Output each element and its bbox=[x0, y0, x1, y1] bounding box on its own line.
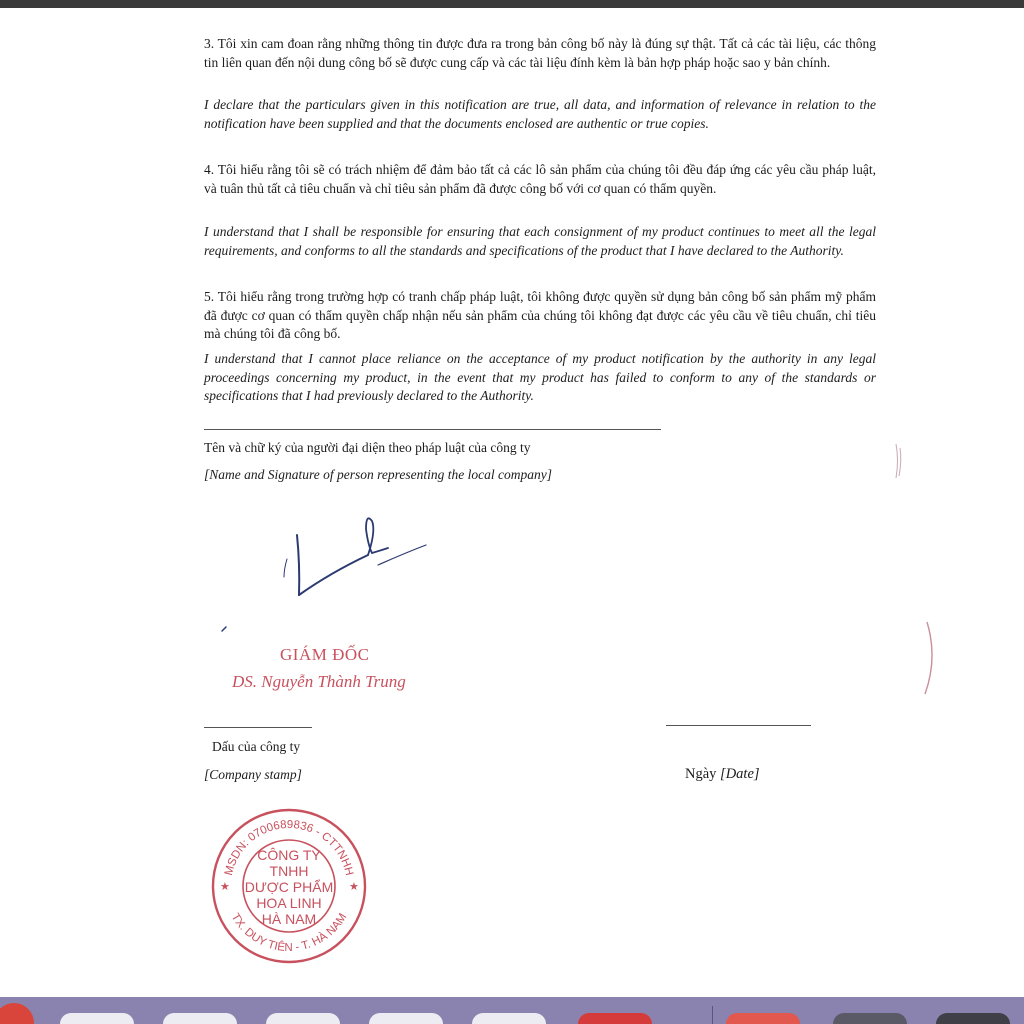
dock-app-icon[interactable] bbox=[833, 1013, 907, 1024]
viewer-right-margin bbox=[955, 8, 1024, 998]
stamp-line bbox=[204, 727, 312, 728]
viewer-left-margin bbox=[0, 8, 20, 998]
date-label bbox=[685, 766, 760, 783]
scan-artifacts bbox=[20, 8, 955, 998]
company-seal bbox=[206, 803, 372, 969]
dock-app-icon[interactable] bbox=[472, 1013, 546, 1024]
dock-app-icon[interactable] bbox=[936, 1013, 1010, 1024]
paragraph-4-english: I understand that I shall be responsible for ensuring that each consignment of my product continues to meet all the legal requirements, and conforms to all the standards and specifications of the product that I have declared to the Authority. bbox=[204, 224, 876, 258]
seal-star-right: ★ bbox=[349, 881, 359, 893]
seal-line-4: HOA LINH bbox=[256, 895, 322, 911]
dock-app-icon[interactable] bbox=[726, 1013, 800, 1024]
handwritten-signature bbox=[200, 503, 460, 638]
dock-app-icon[interactable] bbox=[578, 1013, 652, 1024]
paragraph-5-vietnamese: 5. Tôi hiểu rằng trong trường hợp có tranh chấp pháp luật, tôi không được quyền sử dụng bản công bố sản phẩm mỹ phẩm đã được cơ quan có thẩm quyền chấp nhận nếu sản phẩm của chúng tôi không đạt được các yêu cầu về tiêu chuẩn, chỉ tiêu mà chúng tôi đã công bố. bbox=[204, 289, 876, 341]
taskbar-dock bbox=[0, 997, 1024, 1024]
seal-outer-bottom-text: TX. DUY TIÊN - T. HÀ NAM bbox=[228, 911, 350, 955]
signer-name: DS. Nguyễn Thành Trung bbox=[232, 672, 406, 691]
date-label-vi: Ngày bbox=[685, 766, 717, 782]
paragraph-3-english: I declare that the particulars given in this notification are true, all data, and information of relevance in relation to the notification have been supplied and that the documents enclosed are authentic or true copies. bbox=[204, 97, 876, 131]
seal-line-5: HÀ NAM bbox=[261, 911, 317, 927]
signature-label-en: [Name and Signature of person representing the local company] bbox=[204, 467, 552, 482]
date-label-en: [Date] bbox=[720, 766, 760, 782]
seal-outer-top-text: MSDN: 0700689836 - CTTNHH bbox=[222, 818, 356, 877]
notification-badge-icon[interactable] bbox=[0, 1003, 34, 1024]
document-page bbox=[20, 8, 955, 998]
signature-label-vi: Tên và chữ ký của người đại diện theo pháp luật của công ty bbox=[204, 440, 531, 455]
scan-edge-marks bbox=[955, 8, 1024, 998]
signer-title: GIÁM ĐỐC bbox=[280, 645, 370, 664]
dock-app-icon[interactable] bbox=[369, 1013, 443, 1024]
dock-app-icon[interactable] bbox=[60, 1013, 134, 1024]
paragraph-4-vietnamese: 4. Tôi hiểu rằng tôi sẽ có trách nhiệm để đảm bảo tất cả các lô sản phẩm của chúng tôi đều đáp ứng các yêu cầu pháp luật, và tuân thủ tất cả tiêu chuẩn và chỉ tiêu sản phẩm đã được công bố với cơ quan có thẩm quyền. bbox=[204, 162, 876, 196]
seal-star-left: ★ bbox=[220, 881, 230, 893]
seal-line-1: CÔNG TY bbox=[257, 847, 321, 863]
seal-line-3: DƯỢC PHẨM bbox=[244, 879, 334, 895]
dock-app-icon[interactable] bbox=[163, 1013, 237, 1024]
window-top-bar bbox=[0, 0, 1024, 8]
signature-line bbox=[204, 429, 661, 430]
seal-line-2: TNHH bbox=[269, 863, 309, 879]
paragraph-5-english: I understand that I cannot place reliance on the acceptance of my product notification by the authority in any legal proceedings concerning my product, in the event that my product has failed to conform to any of the standards or specifications that I had previously declared to the Authority. bbox=[204, 351, 876, 403]
paragraph-3-vietnamese: 3. Tôi xin cam đoan rằng những thông tin được đưa ra trong bản công bố này là đúng sự thật. Tất cả các tài liệu, các thông tin liên quan đến nội dung công bố sẽ được cung cấp và các tài liệu đính kèm là bản hợp pháp hoặc sao y bản chính. bbox=[204, 36, 876, 70]
stamp-label-en: [Company stamp] bbox=[204, 767, 302, 782]
dock-divider bbox=[712, 1006, 713, 1024]
date-line bbox=[666, 725, 811, 726]
dock-app-icon[interactable] bbox=[266, 1013, 340, 1024]
stamp-label-vi: Dấu của công ty bbox=[212, 739, 301, 754]
